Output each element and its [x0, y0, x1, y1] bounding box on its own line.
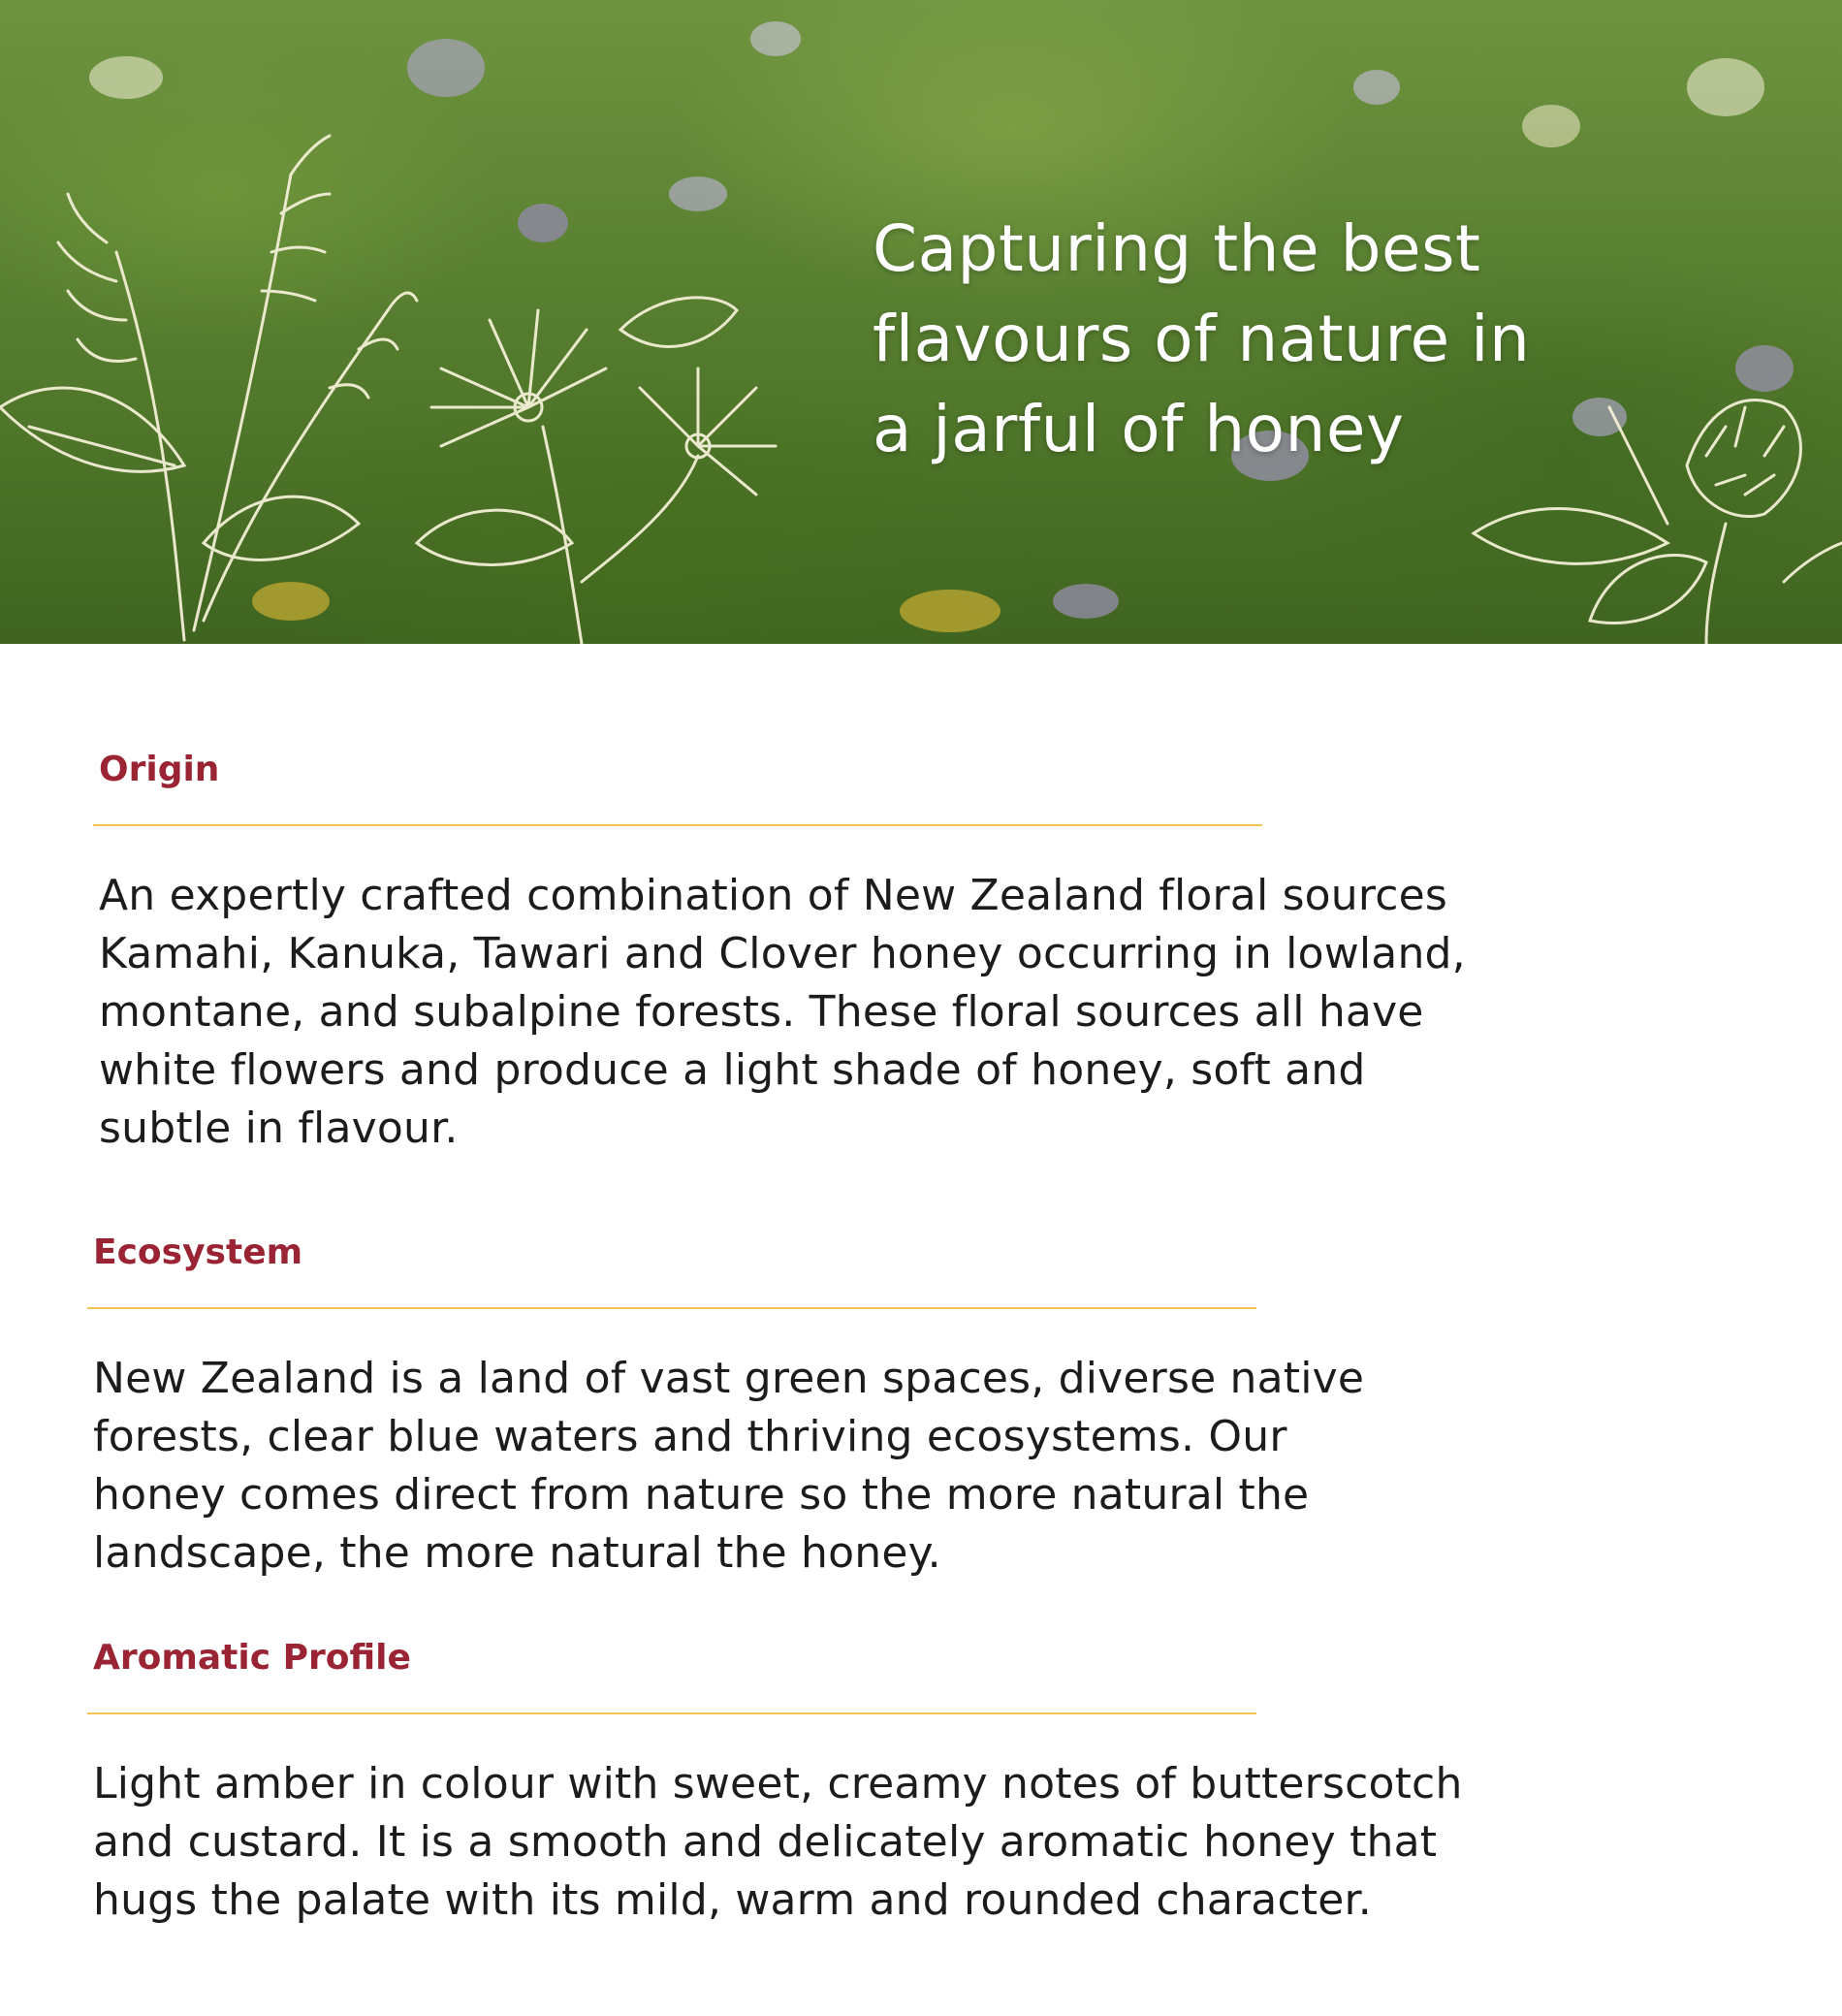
body-line: New Zealand is a land of vast green spaces, diverse native	[93, 1354, 1365, 1403]
section-heading: Aromatic Profile	[93, 1638, 411, 1678]
section-body	[99, 867, 1611, 1158]
body-line: landscape, the more natural the honey.	[93, 1528, 941, 1578]
body-line: Light amber in colour with sweet, creamy notes of butterscotch	[93, 1759, 1463, 1808]
body-line: montane, and subalpine forests. These floral sources all have	[99, 987, 1424, 1037]
hero-title-line: flavours of nature in	[873, 302, 1531, 376]
section-body	[93, 1755, 1605, 1930]
body-line: subtle in flavour.	[99, 1104, 459, 1153]
hero-banner	[0, 0, 1842, 644]
body-line: forests, clear blue waters and thriving ecosystems. Our	[93, 1412, 1287, 1461]
hero-title-line: a jarful of honey	[873, 392, 1405, 466]
section-divider	[87, 1307, 1256, 1309]
section-divider	[87, 1712, 1256, 1714]
section-divider	[93, 824, 1262, 826]
section-body	[93, 1350, 1605, 1583]
body-line: Kamahi, Kanuka, Tawari and Clover honey occurring in lowland,	[99, 929, 1466, 978]
body-line: and custard. It is a smooth and delicately aromatic honey that	[93, 1817, 1438, 1867]
body-line: hugs the palate with its mild, warm and rounded character.	[93, 1875, 1372, 1925]
body-line: white flowers and produce a light shade of honey, soft and	[99, 1045, 1366, 1095]
body-line: honey comes direct from nature so the more natural the	[93, 1470, 1310, 1520]
section-heading: Origin	[99, 750, 220, 789]
hero-title	[873, 204, 1648, 474]
hero-title-line: Capturing the best	[873, 211, 1481, 286]
section-heading: Ecosystem	[93, 1232, 303, 1272]
body-line: An expertly crafted combination of New Zealand floral sources	[99, 871, 1448, 920]
